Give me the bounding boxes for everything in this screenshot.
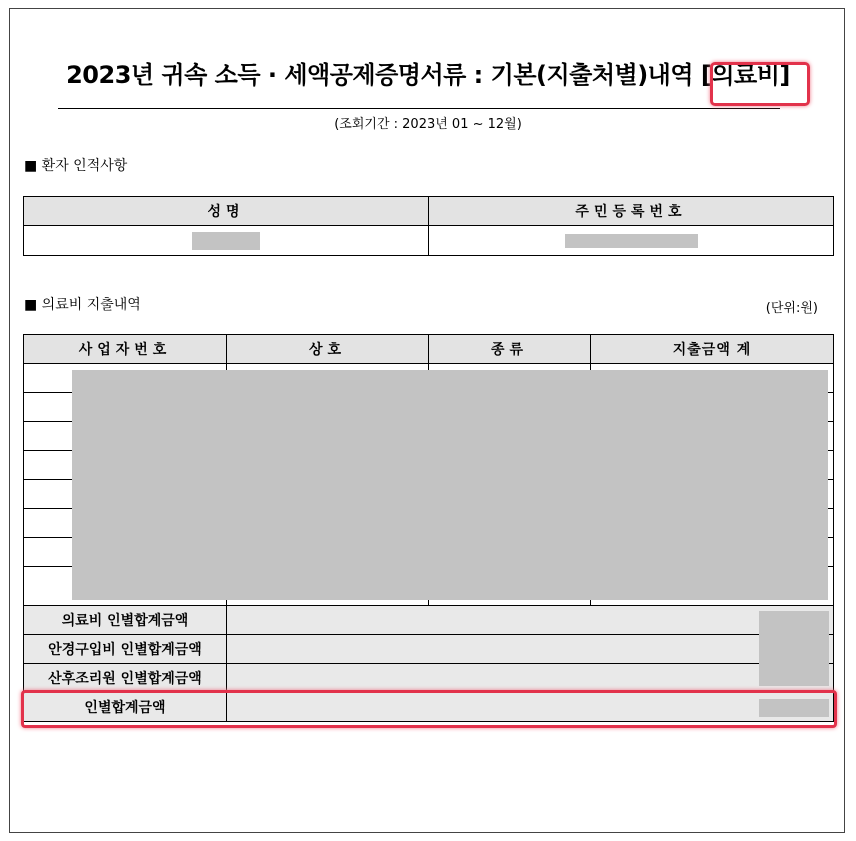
person-total-label: 인별합계금액 [24,693,227,722]
header-resident-number: 주민등록번호 [429,197,834,226]
patient-name-cell [24,226,429,256]
postpartum-total-value [227,664,834,693]
header-total-amount: 지출금액 계 [591,335,834,364]
header-type: 종류 [429,335,591,364]
glasses-total-value [227,635,834,664]
unit-label: (단위:원) [765,301,818,316]
inquiry-period: (조회기간 : 2023년 01 ~ 12월) [334,117,522,132]
postpartum-total-label: 산후조리원 인별합계금액 [24,664,227,693]
patient-info-table [23,196,834,256]
medical-total-label: 의료비 인별합계금액 [24,606,227,635]
redacted-name [192,232,260,250]
redacted-resident-number [565,234,698,248]
redacted-expense-details [72,370,828,600]
header-company-name: 상호 [227,335,429,364]
expense-section-label: ■ 의료비 지출내역 [24,297,141,313]
header-business-number: 사업자번호 [24,335,227,364]
total-row-highlight [21,690,837,728]
medical-total-value [227,606,834,635]
patient-resident-number-cell [429,226,834,256]
title-underline [58,108,780,109]
patient-section-label: ■ 환자 인적사항 [24,158,128,174]
document-title: 2023년 귀속 소득 · 세액공제증명서류 : 기본(지출처별)내역 [의료비] [66,61,790,89]
title-category-highlight [710,62,810,106]
redacted-subtotal-amounts [759,611,829,686]
header-name: 성명 [24,197,429,226]
glasses-total-label: 안경구입비 인별합계금액 [24,635,227,664]
